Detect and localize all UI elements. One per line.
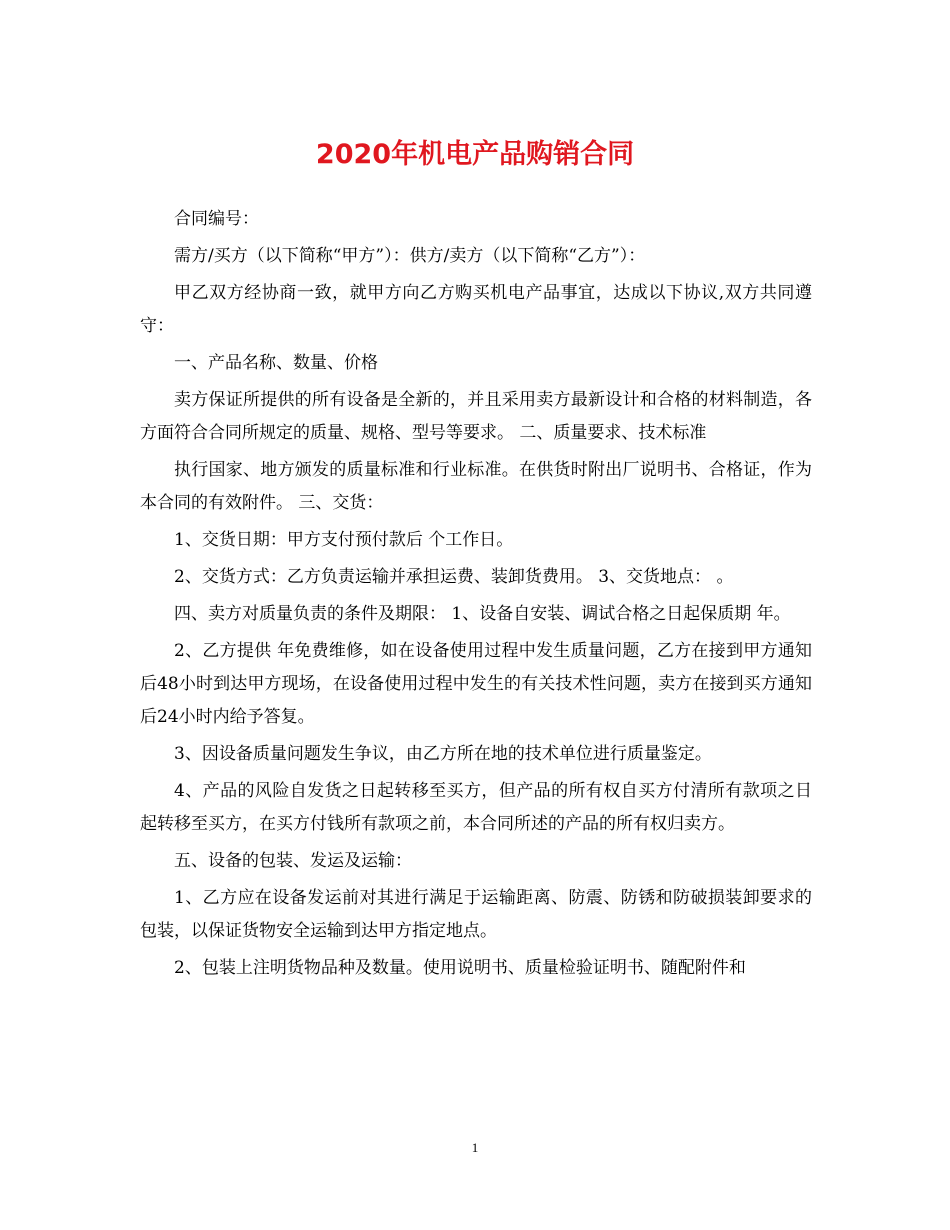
delivery-date-item: 1、交货日期：甲方支付预付款后 个工作日。 <box>174 530 514 550</box>
delivery-method-item: 2、交货方式：乙方负责运输并承担运费、装卸货费用。 3、交货地点： 。 <box>174 567 734 587</box>
section-heading-product: 一、产品名称、数量、价格 <box>174 353 378 373</box>
risk-transfer-item: 4、产品的风险自发货之日起转移至买方，但产品的所有权自买方付清所有款项之日起转移至买方，在买方付钱所有款项之前，本合同所述的产品的所有权归卖方。 <box>140 781 812 834</box>
packaging-item-2: 2、包装上注明货物品种及数量。使用说明书、质量检验证明书、随配附件和 <box>174 958 746 978</box>
seller-guarantee-paragraph: 卖方保证所提供的所有设备是全新的，并且采用卖方最新设计和合格的材料制造，各方面符合合同所规定的质量、规格、型号等要求。 二、质量要求、技术标准 <box>140 390 812 443</box>
document-body <box>140 203 812 989</box>
warranty-conditions-paragraph: 四、卖方对质量负责的条件及期限： 1、设备自安装、调试合格之日起保质期 年。 <box>174 604 791 624</box>
free-repair-item: 2、乙方提供 年免费维修，如在设备使用过程中发生质量问题，乙方在接到甲方通知后48小时到达甲方现场，在设备使用过程中发生的有关技术性问题，卖方在接到买方通知后24小时内给予答复。 <box>140 641 812 727</box>
section-heading-packaging: 五、设备的包装、发运及运输： <box>174 851 412 871</box>
page-number: 1 <box>471 1140 479 1155</box>
agreement-intro: 甲乙双方经协商一致，就甲方向乙方购买机电产品事宜，达成以下协议,双方共同遵守： <box>140 283 812 336</box>
dispute-item: 3、因设备质量问题发生争议，由乙方所在地的技术单位进行质量鉴定。 <box>174 744 712 764</box>
quality-standard-paragraph: 执行国家、地方颁发的质量标准和行业标准。在供货时附出厂说明书、合格证，作为本合同的有效附件。 三、交货： <box>140 460 812 513</box>
document-title: 2020年机电产品购销合同 <box>315 139 635 170</box>
contract-number-line: 合同编号： <box>174 209 259 229</box>
packaging-item-1: 1、乙方应在设备发运前对其进行满足于运输距离、防震、防锈和防破损装卸要求的包装，以保证货物安全运输到达甲方指定地点。 <box>140 888 812 941</box>
parties-line: 需方/买方（以下简称“甲方”）：供方/卖方（以下简称“乙方”）： <box>174 246 646 266</box>
